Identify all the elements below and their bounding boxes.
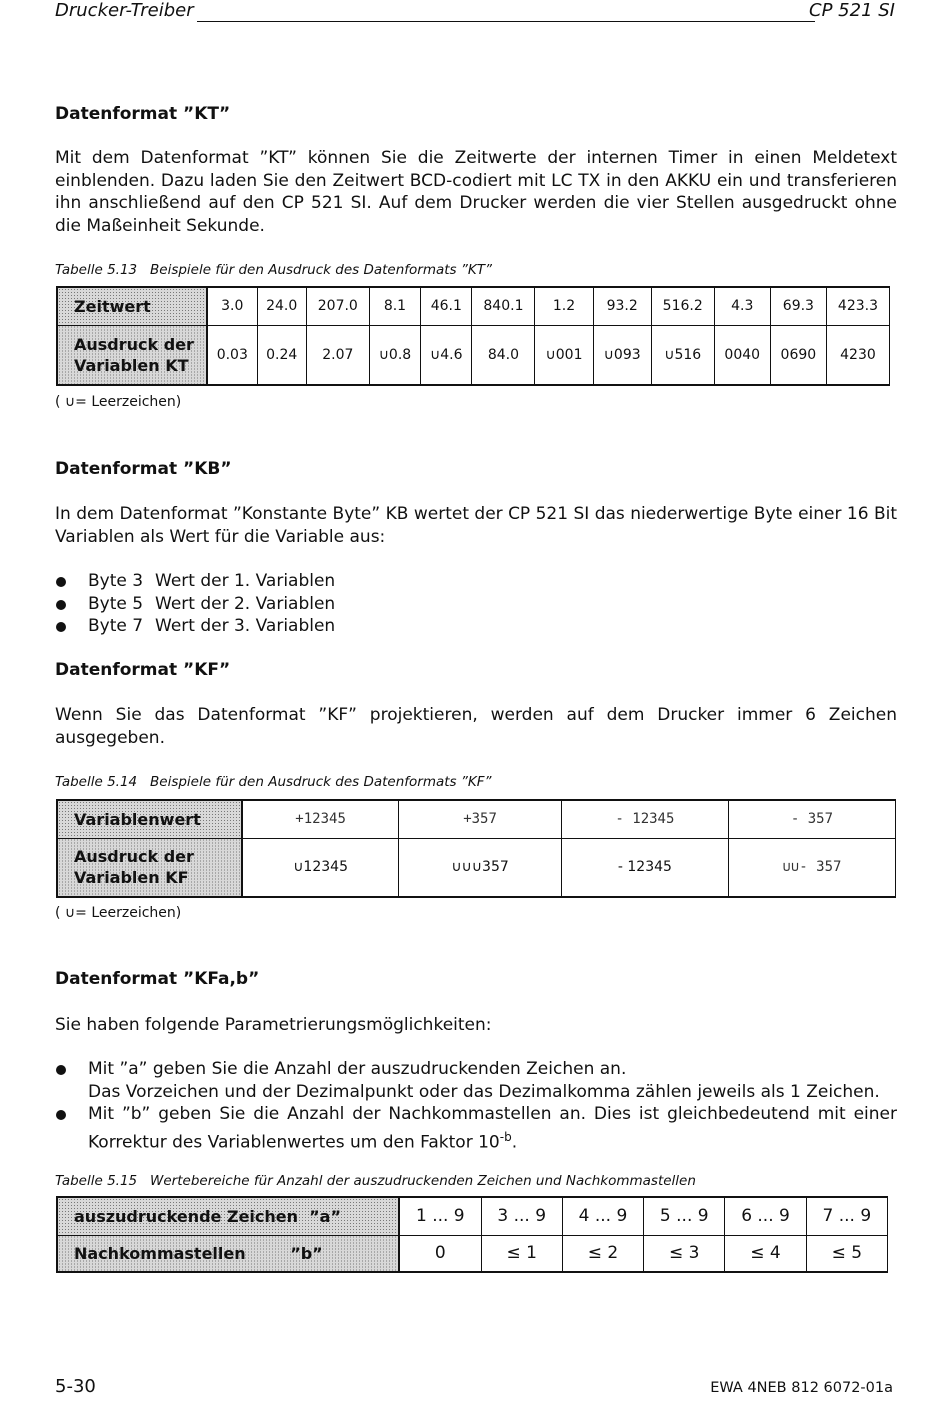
table-kt	[56, 286, 890, 386]
caption-text: Beispiele für den Ausdruck des Datenformats ”KT”	[150, 262, 492, 278]
header-rule	[197, 21, 815, 22]
list-item-key: Byte 7	[88, 616, 144, 636]
table-cell: 1 ... 9	[399, 1197, 481, 1235]
table-cell: - 12345	[561, 800, 728, 838]
table-cell: 840.1	[472, 287, 535, 325]
row-label-variablenwert: Variablenwert	[57, 800, 242, 838]
list-item-key: Byte 3	[88, 571, 144, 591]
table-cell: 5 ... 9	[644, 1197, 725, 1235]
table-cell: 0	[399, 1235, 481, 1272]
table-cell: 0690	[770, 325, 826, 385]
table-cell: - 357	[728, 800, 895, 838]
superscript: -b	[499, 1129, 512, 1144]
bullet-icon	[56, 577, 66, 587]
table-cell: 0.24	[257, 325, 306, 385]
list-item	[55, 615, 897, 638]
table-cell: 24.0	[257, 287, 306, 325]
list-item-text: Das Vorzeichen und der Dezimalpunkt oder das Dezimalkomma zählen jeweils als 1 Zeichen.	[88, 1081, 880, 1102]
list-item-value: Wert der 2. Variablen	[155, 593, 336, 614]
caption-text: Wertebereiche für Anzahl der auszudruckenden Zeichen und Nachkommastellen	[150, 1173, 696, 1189]
table-cell: +357	[399, 800, 562, 838]
list-item-value: Wert der 3. Variablen	[155, 616, 336, 636]
heading-kfab: Datenformat ”KFa,b”	[55, 969, 260, 989]
table-cell: ∪516	[651, 325, 714, 385]
table-cell: 0040	[714, 325, 770, 385]
table-cell: ≤ 3	[644, 1235, 725, 1272]
table-row	[57, 287, 890, 325]
paragraph-kf: Wenn Sie das Datenformat ”KF” projektieren, werden auf dem Drucker immer 6 Zeichen ausgegeben.	[55, 705, 897, 748]
table-cell: ∪0.8	[369, 325, 420, 385]
table-cell: ∪001	[535, 325, 593, 385]
row-label-ausdruck-kf: Ausdruck der Variablen KF	[57, 838, 242, 897]
table-cell: 4.3	[714, 287, 770, 325]
caption-table-5-14	[55, 774, 491, 790]
table-cell: ∪∪∪357	[399, 838, 562, 897]
table-row	[57, 1235, 888, 1272]
table-cell: ≤ 4	[725, 1235, 806, 1272]
bullet-icon	[56, 1065, 66, 1075]
table-cell: 3 ... 9	[481, 1197, 562, 1235]
table-cell: 516.2	[651, 287, 714, 325]
page-number: 5-30	[55, 1376, 96, 1397]
list-item-text: Mit ”a” geben Sie die Anzahl der auszudruckenden Zeichen an.	[88, 1059, 627, 1079]
table-cell: ≤ 5	[806, 1235, 887, 1272]
row-label-nachkommastellen: Nachkommastellen ”b”	[57, 1235, 399, 1272]
caption-table-5-13	[55, 262, 492, 278]
table-cell: ≤ 1	[481, 1235, 562, 1272]
header-left: Drucker-Treiber	[55, 0, 194, 21]
table-row	[57, 838, 896, 897]
caption-number: Tabelle 5.15	[55, 1173, 138, 1189]
table-cell: 69.3	[770, 287, 826, 325]
table-cell: 1.2	[535, 287, 593, 325]
document-id: EWA 4NEB 812 6072-01a	[710, 1380, 893, 1396]
list-item	[55, 593, 897, 616]
table-cell: +12345	[242, 800, 399, 838]
table-cell: 207.0	[306, 287, 369, 325]
caption-number: Tabelle 5.14	[55, 774, 138, 790]
heading-kt: Datenformat ”KT”	[55, 104, 231, 124]
table-cell: ∪12345	[242, 838, 399, 897]
table-cell: 3.0	[207, 287, 257, 325]
table-cell: 46.1	[421, 287, 472, 325]
caption-number: Tabelle 5.13	[55, 262, 138, 278]
table-cell: - 12345	[561, 838, 728, 897]
table-cell: 4230	[826, 325, 889, 385]
table-cell: ∪093	[593, 325, 651, 385]
table-cell: 423.3	[826, 287, 889, 325]
bullet-icon	[56, 622, 66, 632]
table-cell: 4 ... 9	[562, 1197, 643, 1235]
paragraph-kfab: Sie haben folgende Parametrierungsmöglichkeiten:	[55, 1015, 492, 1035]
table-cell: 6 ... 9	[725, 1197, 806, 1235]
table-row	[57, 325, 890, 385]
list-item-value: Wert der 1. Variablen	[155, 571, 336, 591]
table-kf	[56, 799, 896, 898]
list-item-text: Mit ”b” geben Sie die Anzahl der Nachkommastellen an. Dies ist gleichbedeutend mit einer Korrektur des Variablenwertes um den Faktor 10	[88, 1104, 897, 1153]
row-label-zeitwert: Zeitwert	[57, 287, 207, 325]
heading-kb: Datenformat ”KB”	[55, 459, 232, 479]
parameter-list	[55, 1058, 897, 1154]
bullet-icon	[56, 1110, 66, 1120]
bullet-icon	[56, 600, 66, 610]
table-row	[57, 1197, 888, 1235]
list-item	[55, 570, 897, 593]
list-item-text: .	[511, 1132, 518, 1153]
row-label-zeichen: auszudruckende Zeichen ”a”	[57, 1197, 399, 1235]
table-cell: 8.1	[369, 287, 420, 325]
paragraph-kb: In dem Datenformat ”Konstante Byte” KB wertet der CP 521 SI das niederwertige Byte einer 16 Bit Variablen als Wert für die Variable aus:	[55, 504, 897, 547]
list-item	[55, 1058, 897, 1103]
heading-kf: Datenformat ”KF”	[55, 660, 231, 680]
note-leerzeichen: ( ∪= Leerzeichen)	[55, 394, 182, 410]
table-row	[57, 800, 896, 838]
row-label-ausdruck-kt: Ausdruck der Variablen KT	[57, 325, 207, 385]
table-cell: ∪∪- 357	[728, 838, 895, 897]
header-right: CP 521 SI	[809, 0, 895, 21]
byte-list	[55, 570, 897, 638]
table-cell: 84.0	[472, 325, 535, 385]
table-kfab	[56, 1196, 888, 1273]
running-header	[55, 0, 895, 24]
note-leerzeichen: ( ∪= Leerzeichen)	[55, 905, 182, 921]
caption-table-5-15	[55, 1173, 696, 1189]
table-cell: ∪4.6	[421, 325, 472, 385]
list-item	[55, 1103, 897, 1154]
table-cell: 2.07	[306, 325, 369, 385]
table-cell: ≤ 2	[562, 1235, 643, 1272]
list-item-key: Byte 5	[88, 593, 144, 614]
table-cell: 7 ... 9	[806, 1197, 887, 1235]
paragraph-kt: Mit dem Datenformat ”KT” können Sie die Zeitwerte der internen Timer in einen Meldetext einblenden. Dazu laden Sie den Zeitwert BCD-codiert mit LC TX in den AKKU ein und transferieren ihn anschließend auf den CP 521 SI. Auf dem Drucker werden die vier Stellen ausgedruckt ohne die Maßeinheit Sekunde.	[55, 148, 897, 236]
table-cell: 93.2	[593, 287, 651, 325]
caption-text: Beispiele für den Ausdruck des Datenformats ”KF”	[150, 774, 492, 790]
table-cell: 0.03	[207, 325, 257, 385]
